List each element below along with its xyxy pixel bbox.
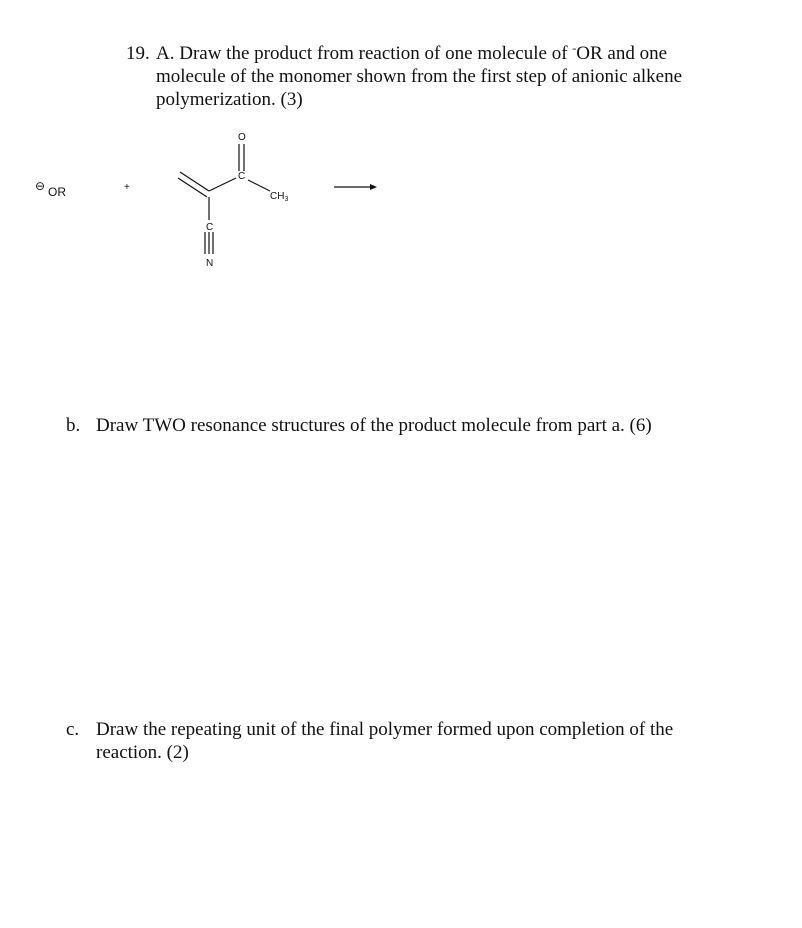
negative-charge-symbol: ⊖ [35, 179, 46, 193]
plus-sign: + [124, 182, 130, 193]
question-19 [126, 37, 766, 111]
reaction-arrow [334, 184, 377, 190]
reagent-or: OR [48, 185, 66, 199]
part-c-line-1 [66, 718, 766, 741]
part-c-label: c. [66, 719, 80, 740]
methyl-label: CH [270, 191, 285, 202]
atom-oxygen: O [238, 132, 246, 143]
question-19-line-2: molecule of the monomer shown from the first step of anionic alkene [156, 66, 683, 87]
atom-carbonyl-carbon: C [238, 171, 246, 182]
question-19-text-1b: OR and one [576, 43, 668, 64]
bond-to-carbonyl [209, 178, 236, 191]
methyl-group [270, 191, 288, 203]
part-c-line-2: reaction. (2) [96, 742, 189, 763]
question-part-c [66, 718, 766, 764]
methyl-subscript: 3 [284, 196, 289, 203]
bond-to-methyl [248, 180, 270, 191]
part-c-text-1: Draw the repeating unit of the final polymer formed upon completion of the [96, 719, 674, 740]
question-number: 19. [126, 43, 150, 64]
part-b-label: b. [66, 415, 81, 436]
monomer-structure [178, 144, 270, 254]
question-19-line-3: polymerization. (3) [156, 89, 303, 110]
anion-superscript: - [572, 41, 577, 55]
question-19-text-1a: Draw the product from reaction of one molecule of [179, 43, 573, 64]
question-19-line-1 [126, 37, 766, 65]
atom-nitrogen: N [206, 258, 214, 269]
reaction-scheme [0, 120, 420, 280]
question-part-b [66, 414, 766, 437]
part-b-text: Draw TWO resonance structures of the product molecule from part a. (6) [96, 415, 652, 436]
atom-nitrile-carbon: C [206, 222, 214, 233]
part-a-label: A. [156, 43, 175, 64]
